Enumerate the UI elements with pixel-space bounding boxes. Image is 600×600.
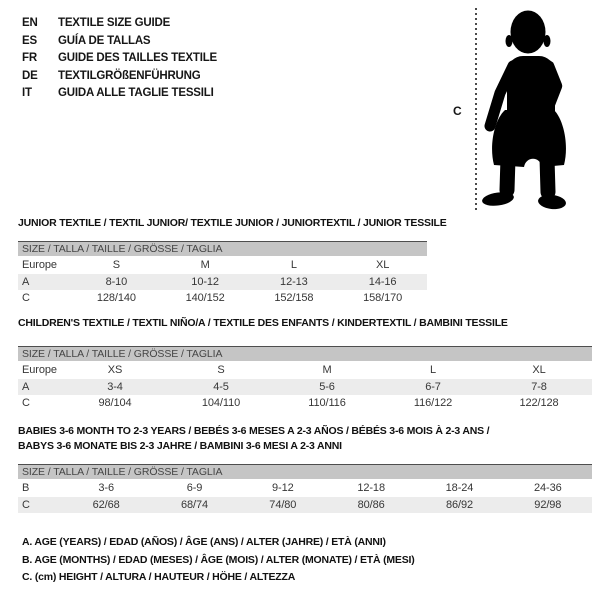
- babies-table-title: [18, 424, 596, 454]
- size-cell: S: [168, 361, 274, 379]
- height-measure-label: C: [453, 104, 462, 118]
- lang-row-it: [22, 85, 217, 103]
- size-cell: 24-36: [504, 479, 592, 497]
- height-measure-dotted-line: [475, 8, 477, 210]
- size-header-cell: SIZE / TALLA / TAILLE / GRÖSSE / TAGLIA: [18, 242, 427, 257]
- lang-label: GUIDA ALLE TAGLIE TESSILI: [58, 87, 214, 99]
- size-header-cell: SIZE / TALLA / TAILLE / GRÖSSE / TAGLIA: [18, 465, 592, 480]
- size-header-cell: SIZE / TALLA / TAILLE / GRÖSSE / TAGLIA: [18, 347, 592, 362]
- babies-size-table: [18, 464, 592, 513]
- size-cell: 5-6: [274, 379, 380, 395]
- size-cell: 74/80: [239, 497, 327, 513]
- size-cell: Europe: [18, 361, 62, 379]
- table-row: [18, 395, 592, 411]
- size-cell: Europe: [18, 256, 72, 274]
- toddler-silhouette-icon: [480, 8, 575, 210]
- size-cell: M: [161, 256, 250, 274]
- table-row: [18, 274, 427, 290]
- size-header-row: [18, 347, 592, 362]
- table-row: [18, 497, 592, 513]
- size-cell: 4-5: [168, 379, 274, 395]
- lang-code: IT: [22, 87, 32, 99]
- size-cell: 158/170: [338, 290, 427, 306]
- size-cell: A: [18, 274, 72, 290]
- size-cell: B: [18, 479, 62, 497]
- children-table-title: CHILDREN'S TEXTILE / TEXTIL NIÑO/A / TEXTILE DES ENFANTS / KINDERTEXTIL / BAMBINI TESSILE: [18, 317, 508, 329]
- size-cell: S: [72, 256, 161, 274]
- size-cell: 122/128: [486, 395, 592, 411]
- size-cell: 10-12: [161, 274, 250, 290]
- size-header-row: [18, 465, 592, 480]
- legend-footnotes: [22, 534, 415, 587]
- size-cell: XS: [62, 361, 168, 379]
- footnote-a: A. AGE (YEARS) / EDAD (AÑOS) / ÂGE (ANS) / ALTER (JAHRE) / ETÀ (ANNI): [22, 536, 386, 548]
- language-title-list: [22, 15, 217, 103]
- size-cell: 98/104: [62, 395, 168, 411]
- size-cell: 92/98: [504, 497, 592, 513]
- lang-row-fr: [22, 50, 217, 68]
- size-cell: 12-18: [327, 479, 415, 497]
- size-cell: 86/92: [415, 497, 503, 513]
- size-cell: L: [380, 361, 486, 379]
- table-row: [18, 479, 592, 497]
- size-cell: 62/68: [62, 497, 150, 513]
- footnote-c: C. (cm) HEIGHT / ALTURA / HAUTEUR / HÖHE / ALTEZZA: [22, 571, 296, 584]
- size-cell: 68/74: [150, 497, 238, 513]
- size-cell: 14-16: [338, 274, 427, 290]
- size-cell: 116/122: [380, 395, 486, 411]
- size-cell: 140/152: [161, 290, 250, 306]
- size-cell: 6-7: [380, 379, 486, 395]
- size-cell: 18-24: [415, 479, 503, 497]
- lang-label: GUIDE DES TAILLES TEXTILE: [58, 52, 217, 64]
- table-row: [18, 256, 427, 274]
- size-cell: 9-12: [239, 479, 327, 497]
- lang-row-en: [22, 15, 217, 33]
- size-cell: 6-9: [150, 479, 238, 497]
- table-row: [18, 361, 592, 379]
- size-cell: 3-6: [62, 479, 150, 497]
- toddler-figure: [445, 0, 600, 225]
- babies-title-line1: BABIES 3-6 MONTH TO 2-3 YEARS / BEBÉS 3-6 MESES A 2-3 AÑOS / BÉBÉS 3-6 MOIS À 2-3 ANS /: [18, 425, 490, 437]
- size-cell: 80/86: [327, 497, 415, 513]
- size-cell: XL: [486, 361, 592, 379]
- footnote-b: B. AGE (MONTHS) / EDAD (MESES) / ÂGE (MOIS) / ALTER (MONATE) / ETÀ (MESI): [22, 553, 415, 566]
- size-cell: A: [18, 379, 62, 395]
- table-row: [18, 290, 427, 306]
- lang-code: DE: [22, 69, 38, 82]
- size-cell: 104/110: [168, 395, 274, 411]
- table-row: [18, 379, 592, 395]
- babies-title-line2: BABYS 3-6 MONATE BIS 2-3 JAHRE / BAMBINI 3-6 MESI A 2-3 ANNI: [18, 440, 342, 452]
- size-cell: 7-8: [486, 379, 592, 395]
- size-cell: C: [18, 290, 72, 306]
- children-size-table: [18, 346, 592, 411]
- lang-label: TEXTILGRÖßENFÜHRUNG: [58, 69, 201, 82]
- size-cell: C: [18, 497, 62, 513]
- lang-row-de: [22, 68, 217, 86]
- lang-label: GUÍA DE TALLAS: [58, 34, 151, 47]
- lang-label: TEXTILE SIZE GUIDE: [58, 17, 171, 29]
- size-cell: 152/158: [250, 290, 339, 306]
- size-cell: 110/116: [274, 395, 380, 411]
- size-cell: L: [250, 256, 339, 274]
- junior-size-table: [18, 241, 427, 306]
- size-cell: 3-4: [62, 379, 168, 395]
- size-cell: 128/140: [72, 290, 161, 306]
- lang-code: ES: [22, 34, 37, 47]
- size-cell: C: [18, 395, 62, 411]
- lang-code: FR: [22, 52, 37, 64]
- junior-table-title: JUNIOR TEXTILE / TEXTIL JUNIOR/ TEXTILE JUNIOR / JUNIORTEXTIL / JUNIOR TESSILE: [18, 217, 447, 229]
- lang-row-es: [22, 33, 217, 51]
- size-cell: M: [274, 361, 380, 379]
- size-header-row: [18, 242, 427, 257]
- size-cell: XL: [338, 256, 427, 274]
- size-cell: 8-10: [72, 274, 161, 290]
- lang-code: EN: [22, 17, 38, 29]
- size-cell: 12-13: [250, 274, 339, 290]
